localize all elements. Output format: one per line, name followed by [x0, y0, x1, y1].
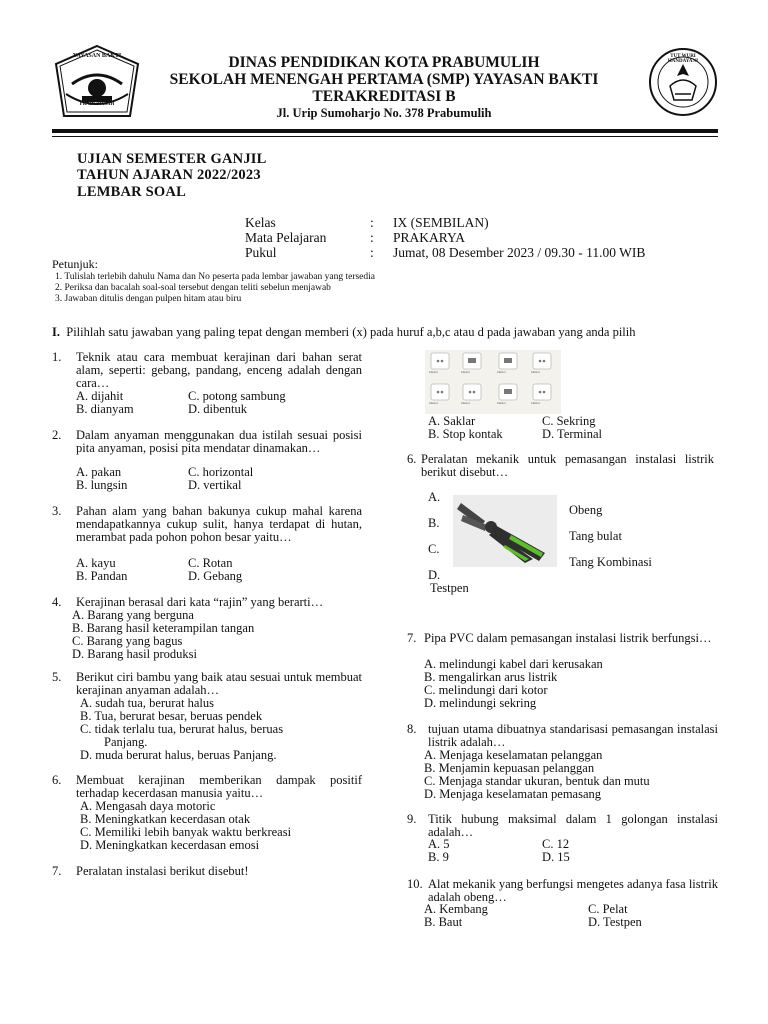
option-text-tang-kombinasi: Tang Kombinasi — [569, 555, 652, 569]
option-a[interactable]: A. pakan — [76, 465, 122, 479]
option-a[interactable]: A. Barang yang berguna — [72, 608, 194, 622]
question-text: Teknik atau cara membuat kerajinan dari bahan serat alam, seperti: gebang, pandang, enceng adalah dengan cara… — [76, 350, 362, 390]
option-d[interactable]: D. Gebang — [188, 569, 243, 583]
info-value: Jumat, 08 Desember 2023 / 09.30 - 11.00 WIB — [393, 245, 646, 260]
question-6 — [52, 774, 362, 854]
section-text: Pilihlah satu jawaban yang paling tepat dengan memberi (x) pada huruf a,b,c atau d pada jawaban yang anda pilih — [66, 325, 636, 339]
question-number: 3. — [52, 504, 62, 518]
header-address: Jl. Urip Sumoharjo No. 378 Prabumulih — [276, 106, 492, 120]
option-d[interactable]: D. Menjaga keselamatan pemasang — [424, 787, 602, 801]
question-text: Dalam anyaman menggunakan dua istilah sesuai posisi pita anyaman, posisi pita mendatar dinamakan… — [76, 428, 362, 455]
outlet-label-4: Outlet — [531, 370, 540, 374]
question-1 — [52, 351, 362, 421]
option-b[interactable]: B. Baut — [424, 915, 463, 929]
question-number: 10. — [407, 877, 423, 891]
outlet-label-6: Outlet — [461, 401, 470, 405]
option-d[interactable]: D. Meningkatkan kecerdasan emosi — [80, 838, 260, 852]
header-divider-thin — [52, 136, 718, 137]
question-text: tujuan utama dibuatnya standarisasi pemasangan instalasi listrik adalah… — [428, 722, 718, 749]
option-c[interactable]: C. horizontal — [188, 465, 254, 479]
option-a[interactable]: A. Menjaga keselamatan pelanggan — [424, 748, 603, 762]
option-a[interactable]: A. kayu — [76, 556, 116, 570]
option-d[interactable]: D. muda berurat halus, beruas Panjang. — [80, 748, 277, 762]
outlets-image — [425, 350, 561, 414]
question-8 — [407, 723, 718, 803]
info-sep: : — [370, 245, 374, 260]
option-a[interactable]: A. Saklar — [428, 414, 476, 428]
option-d[interactable]: D. Testpen — [588, 915, 642, 929]
question-text: Alat mekanik yang berfungsi mengetes adanya fasa listrik adalah obeng… — [428, 877, 718, 904]
petunjuk-heading: Petunjuk: — [52, 257, 99, 271]
option-b[interactable]: B. Barang hasil keterampilan tangan — [72, 621, 255, 635]
exam-title-1: UJIAN SEMESTER GANJIL — [77, 151, 267, 167]
question-number: 9. — [407, 812, 417, 826]
option-c-cont: Panjang. — [104, 735, 148, 749]
option-d[interactable]: D. Terminal — [542, 427, 602, 441]
question-number: 2. — [52, 428, 62, 442]
outlet-label-8: Outlet — [531, 401, 540, 405]
exam-title-2: TAHUN AJARAN 2022/2023 — [77, 167, 261, 183]
outlet-label-2: Outlet — [461, 370, 470, 374]
question-3 — [52, 505, 362, 585]
option-c[interactable]: C. tidak terlalu tua, berurat halus, beruas — [80, 722, 284, 736]
option-c[interactable]: C. Menjaga standar ukuran, bentuk dan mutu — [424, 774, 650, 788]
logo-text-motto: TUT WURI HANDAYANI — [667, 54, 699, 64]
question-2 — [52, 429, 362, 499]
question-5 — [52, 671, 362, 766]
question-number: 7. — [52, 864, 62, 878]
question-number: 4. — [52, 595, 62, 609]
option-d[interactable]: D. dibentuk — [188, 402, 248, 416]
option-c[interactable]: C. 12 — [542, 837, 570, 851]
question-text: Berikut ciri bambu yang baik atau sesuai untuk membuat kerajinan anyaman adalah… — [76, 670, 362, 697]
petunjuk-item-2: 2. Periksa dan bacalah soal-soal tersebut dengan teliti sebelun menjawab — [55, 283, 331, 293]
question-text: Pahan alam yang bahan bakunya cukup mahal karena mendapatkannya cukup sulit, hanya terdapat di hutan, merambat pada pohon pohon besar yaitu… — [76, 504, 362, 544]
option-a[interactable]: A. Kembang — [424, 902, 488, 916]
option-a[interactable]: A. Mengasah daya motoric — [80, 799, 216, 813]
header-line-1: DINAS PENDIDIKAN KOTA PRABUMULIH — [228, 54, 540, 71]
option-b[interactable]: B. Stop kontak — [428, 427, 503, 441]
option-c[interactable]: C. potong sambung — [188, 389, 286, 403]
question-7-right — [407, 632, 718, 712]
option-d-text: Testpen — [430, 581, 469, 595]
option-b[interactable]: B. mengalirkan arus listrik — [424, 670, 558, 684]
info-label: Kelas — [245, 215, 276, 230]
option-b[interactable]: B. Pandan — [76, 569, 128, 583]
option-b[interactable]: B. dianyam — [76, 402, 134, 416]
question-text: Kerajinan berasal dari kata “rajin” yang berarti… — [76, 595, 324, 609]
option-d[interactable]: D. — [428, 568, 441, 582]
option-d[interactable]: D. Barang hasil produksi — [72, 647, 197, 661]
option-d[interactable]: D. vertikal — [188, 478, 242, 492]
question-7-options — [428, 415, 718, 443]
question-number: 6. — [52, 773, 62, 787]
petunjuk-item-3: 3. Jawaban ditulis dengan pulpen hitam atau biru — [55, 294, 242, 304]
question-text: Peralatan instalasi berikut disebut! — [76, 864, 249, 878]
question-text: Titik hubung maksimal dalam 1 golongan instalasi adalah… — [428, 812, 718, 839]
question-text: Peralatan mekanik untuk pemasangan instalasi listrik berikut disebut… — [421, 452, 714, 479]
option-b[interactable]: B. lungsin — [76, 478, 128, 492]
section-number: I. — [52, 325, 60, 339]
info-value: IX (SEMBILAN) — [393, 215, 489, 230]
header-line-2: SEKOLAH MENENGAH PERTAMA (SMP) YAYASAN BAKTI — [169, 71, 599, 88]
option-text-obeng: Obeng — [569, 503, 603, 517]
info-sep: : — [370, 215, 374, 230]
option-d[interactable]: D. melindungi sekring — [424, 696, 537, 710]
option-a[interactable]: A. dijahit — [76, 389, 124, 403]
option-b[interactable]: B. 9 — [428, 850, 449, 864]
option-b[interactable]: B. Meningkatkan kecerdasan otak — [80, 812, 251, 826]
option-b[interactable]: B. Tua, berurat besar, beruas pendek — [80, 709, 263, 723]
option-c[interactable]: C. Rotan — [188, 556, 233, 570]
outlet-label-3: Outlet — [497, 370, 506, 374]
info-sep: : — [370, 230, 374, 245]
header-divider-thick — [52, 129, 718, 133]
option-d[interactable]: D. 15 — [542, 850, 570, 864]
option-c[interactable]: C. — [428, 542, 440, 556]
option-b[interactable]: B. Menjamin kepuasan pelanggan — [424, 761, 595, 775]
option-c[interactable]: C. Pelat — [588, 902, 628, 916]
question-4 — [52, 596, 362, 662]
exam-title-3: LEMBAR SOAL — [77, 184, 186, 200]
question-number: 1. — [52, 350, 62, 364]
logo-text-top: YAYASAN BAKTI — [72, 53, 122, 59]
info-label: Pukul — [245, 245, 277, 260]
question-number: 8. — [407, 722, 417, 736]
question-text: Membuat kerajinan memberikan dampak positif terhadap kecerdasan manusia yaitu… — [76, 773, 362, 800]
outlet-label-5: Outlet — [429, 401, 438, 405]
outlet-label-7: Outlet — [497, 401, 506, 405]
section-instruction — [52, 325, 636, 340]
petunjuk-item-1: 1. Tulislah terlebih dahulu Nama dan No peserta pada lembar jawaban yang tersedia — [55, 272, 375, 282]
question-number: 6. — [407, 452, 417, 466]
header-line-3: TERAKREDITASI B — [312, 88, 456, 105]
option-a[interactable]: A. — [428, 490, 441, 504]
outlet-label-1: Outlet — [429, 370, 438, 374]
question-text: Pipa PVC dalam pemasangan instalasi listrik berfungsi… — [424, 631, 712, 645]
option-c[interactable]: C. melindungi dari kotor — [424, 683, 548, 697]
option-c[interactable]: C. Memiliki lebih banyak waktu berkreasi — [80, 825, 292, 839]
option-a[interactable]: A. sudah tua, berurat halus — [80, 696, 214, 710]
option-a[interactable]: A. 5 — [428, 837, 450, 851]
question-10 — [407, 878, 718, 932]
question-number: 5. — [52, 670, 62, 684]
option-c[interactable]: C. Barang yang bagus — [72, 634, 183, 648]
option-text-tang-bulat: Tang bulat — [569, 529, 622, 543]
question-number: 7. — [407, 631, 417, 645]
logo-text-bottom: PRABUMULIH — [79, 102, 115, 107]
info-label: Mata Pelajaran — [245, 230, 327, 245]
info-value: PRAKARYA — [393, 230, 466, 245]
option-c[interactable]: C. Sekring — [542, 414, 596, 428]
option-a[interactable]: A. melindungi kabel dari kerusakan — [424, 657, 603, 671]
option-b[interactable]: B. — [428, 516, 440, 530]
question-9 — [407, 813, 718, 867]
pliers-image — [453, 495, 557, 567]
question-7 — [52, 865, 362, 881]
